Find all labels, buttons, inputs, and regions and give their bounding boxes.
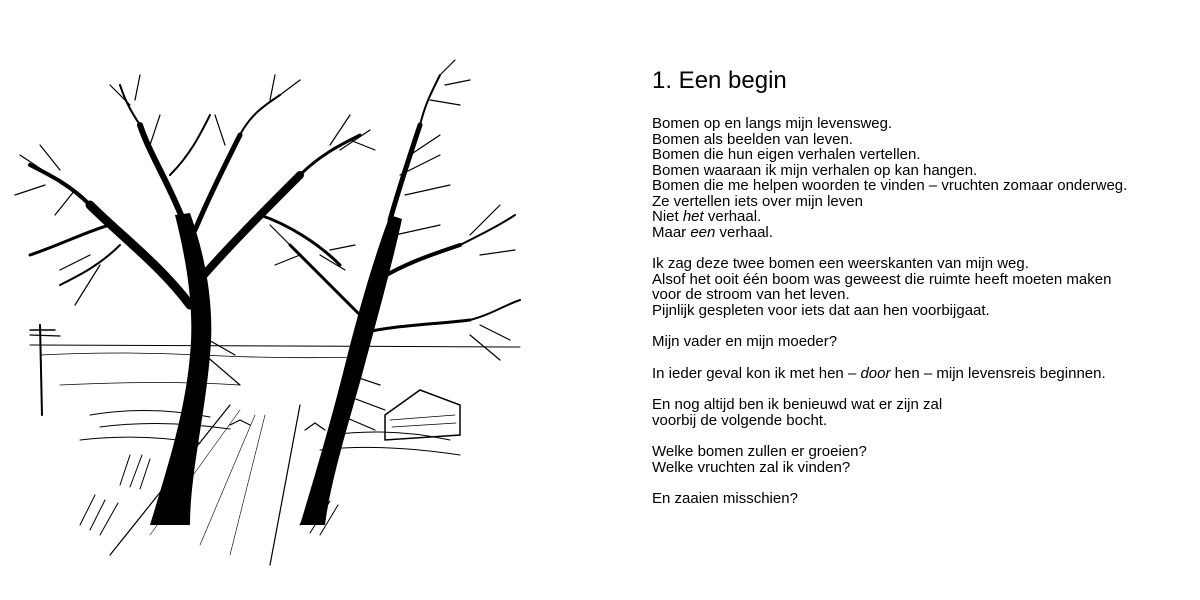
- stanza-1: [652, 116, 1192, 240]
- poem-line: Ze vertellen iets over mijn leven: [652, 192, 863, 210]
- poem-line: [652, 209, 1192, 225]
- stanza-4: [652, 366, 1192, 382]
- poem-line: Pijnlijk gespleten voor iets dat aan hen voorbijgaat.: [652, 301, 990, 319]
- poem-line: voorbij de volgende bocht.: [652, 411, 828, 429]
- poem-line: [652, 225, 1192, 241]
- line-text: In ieder geval kon ik met hen –: [652, 364, 861, 382]
- poem-line: Bomen die me helpen woorden te vinden – vruchten zomaar onderweg.: [652, 177, 1128, 194]
- poem-line: Alsof het ooit één boom was geweest die ruimte heeft moeten maken: [652, 270, 1112, 288]
- poem-line: Ik zag deze twee bomen een weerskanten van mijn weg.: [652, 255, 1029, 272]
- line-text: hen – mijn levensreis beginnen.: [890, 364, 1106, 382]
- two-trees-drawing: [0, 55, 540, 575]
- emphasis-text: door: [860, 364, 891, 382]
- poem-line: voor de stroom van het leven.: [652, 286, 850, 303]
- poem-line: En nog altijd ben ik benieuwd wat er zijn zal: [652, 396, 943, 413]
- line-text: verhaal.: [703, 208, 762, 225]
- poem-line: En zaaien misschien?: [652, 490, 798, 507]
- poem-line: Bomen waaraan ik mijn verhalen op kan hangen.: [652, 161, 978, 179]
- poem-line: Bomen die hun eigen verhalen vertellen.: [652, 146, 921, 163]
- stanza-2: [652, 256, 1192, 318]
- poem-column: [652, 66, 1192, 523]
- tree-illustration: [0, 55, 540, 575]
- poem-line: Bomen als beelden van leven.: [652, 130, 853, 148]
- page-title: 1. Een begin: [652, 67, 787, 94]
- poem-line: Welke bomen zullen er groeien?: [652, 443, 867, 460]
- emphasis-text: het: [682, 208, 704, 225]
- stanza-3: [652, 334, 1192, 350]
- line-text: Niet: [652, 208, 683, 225]
- poem-line: Mijn vader en mijn moeder?: [652, 333, 838, 350]
- stanza-6: [652, 444, 1192, 475]
- emphasis-text: een: [690, 223, 716, 241]
- poem-line: Welke vruchten zal ik vinden?: [652, 458, 851, 476]
- line-text: Maar: [652, 223, 691, 241]
- stanza-7: [652, 491, 1192, 507]
- line-text: verhaal.: [715, 223, 773, 241]
- stanza-5: [652, 397, 1192, 428]
- poem-line: [652, 366, 1192, 382]
- poem-line: Bomen op en langs mijn levensweg.: [652, 115, 893, 132]
